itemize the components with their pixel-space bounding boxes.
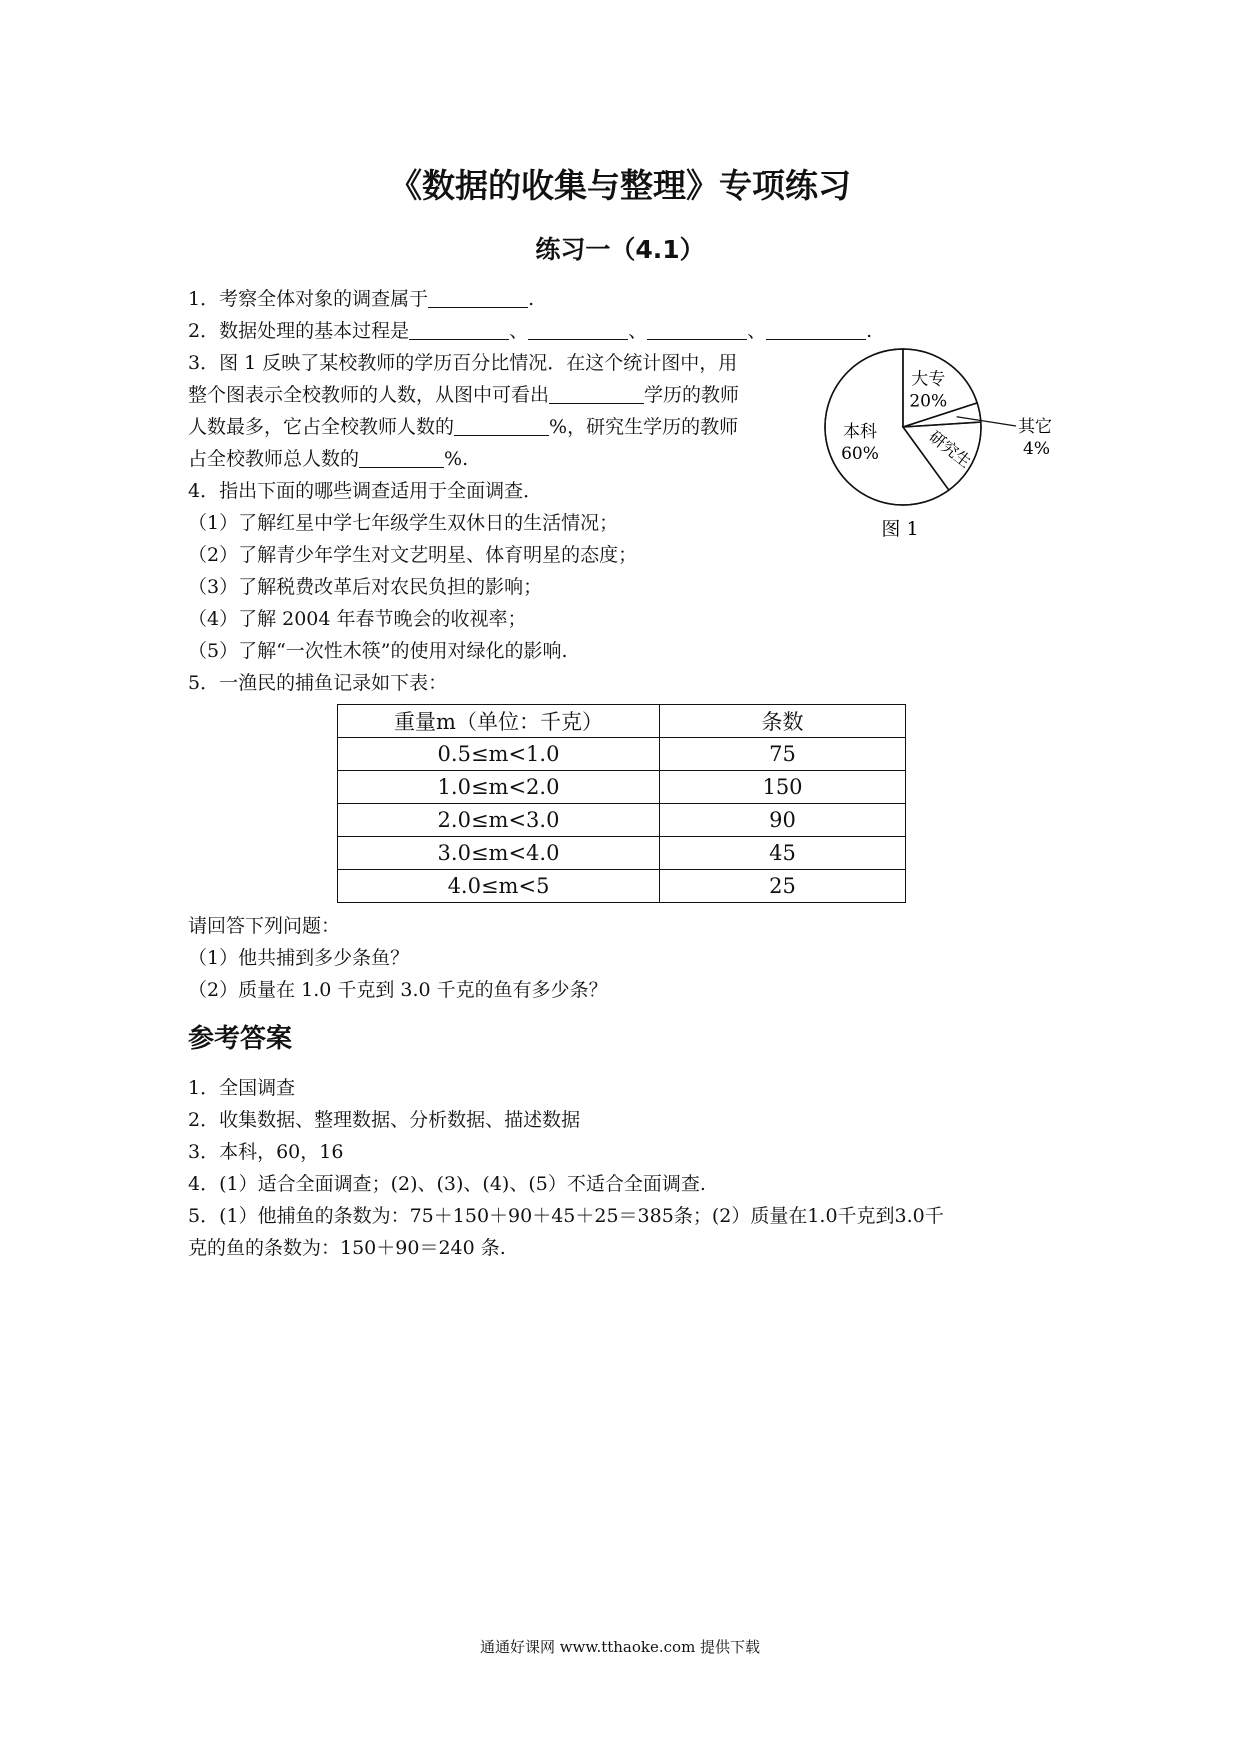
- pie-label-dazhuan: 大专: [911, 369, 946, 390]
- answer-line-3: 3．本科，60，16: [188, 1141, 344, 1163]
- answer-line-4: 4．(1）适合全面调查；(2)、(3)、(4)、(5）不适合全面调查.: [188, 1173, 706, 1195]
- pie-label-benke: 本科: [842, 421, 877, 442]
- question-4-item-2: （2）了解青少年学生对文艺明星、体育明星的态度；: [188, 544, 638, 566]
- answer-line-2: 2．收集数据、整理数据、分析数据、描述数据: [188, 1109, 581, 1131]
- question-3-line-3: 人数最多，它占全校教师人数的 %，研究生学历的教师: [188, 416, 739, 438]
- answer-line-5: 5．(1）他捕鱼的条数为：75＋150＋90＋45＋25＝385条；(2）质量在1.0千克到3.0千: [188, 1205, 944, 1227]
- question-4-item-1: （1）了解红星中学七年级学生双休日的生活情况；: [188, 512, 619, 534]
- table-row: [338, 837, 906, 870]
- table-cell-range: 0.5≤m<1.0: [338, 738, 660, 771]
- question-3-line-1: 3．图 1 反映了某校教师的学历百分比情况．在这个统计图中，用: [188, 352, 738, 374]
- pie-chart: [818, 340, 1078, 550]
- fish-catch-table: [337, 704, 906, 903]
- pie-value-benke: 60%: [841, 443, 879, 464]
- table-cell-count: 75: [660, 738, 906, 771]
- table-cell-count: 150: [660, 771, 906, 804]
- answer-blank: [528, 319, 628, 340]
- table-cell-count: 90: [660, 804, 906, 837]
- pie-label-yanjiusheng: 研究生: [925, 426, 975, 472]
- figure-caption: 图 1: [881, 518, 919, 540]
- answer-line-1: 1．全国调查: [188, 1077, 296, 1099]
- pie-value-qita: 4%: [1023, 439, 1050, 459]
- pie-leader-line: [957, 417, 1016, 426]
- question-3-line-4: 占全校教师总人数的 %.: [188, 448, 469, 470]
- table-header-count: 条数: [660, 705, 906, 738]
- table-header-row: [338, 705, 906, 738]
- answer-blank: [647, 319, 747, 340]
- page-footer: 通通好课网 www.tthaoke.com 提供下载: [479, 1638, 761, 1656]
- answer-blank: [428, 287, 528, 308]
- table-header-weight: 重量m（单位：千克）: [338, 705, 660, 738]
- figure-1: [818, 340, 1078, 550]
- answers-heading: 参考答案: [188, 1024, 293, 1054]
- answer-blank: [359, 447, 444, 468]
- table-cell-range: 1.0≤m<2.0: [338, 771, 660, 804]
- answer-blank: [549, 383, 644, 404]
- answer-blank: [454, 415, 549, 436]
- question-1: 1．考察全体对象的调查属于 .: [188, 288, 535, 310]
- table-row: [338, 771, 906, 804]
- table-cell-count: 25: [660, 870, 906, 903]
- pie-value-dazhuan: 20%: [909, 391, 948, 412]
- question-5-follow: 请回答下列问题：: [188, 915, 341, 937]
- question-4-stem: 4．指出下面的哪些调查适用于全面调查．: [188, 480, 543, 502]
- question-4-item-4: （4）了解 2004 年春节晚会的收视率；: [188, 608, 527, 630]
- table-row: [338, 804, 906, 837]
- question-5-stem: 5．一渔民的捕鱼记录如下表：: [188, 672, 448, 694]
- pie-label-qita: 其它: [1018, 417, 1052, 437]
- answer-blank: [766, 319, 866, 340]
- table-cell-range: 3.0≤m<4.0: [338, 837, 660, 870]
- table-cell-range: 4.0≤m<5: [338, 870, 660, 903]
- question-3-line-2: 整个图表示全校教师的人数，从图中可看出 学历的教师: [188, 384, 740, 406]
- question-4-item-3: （3）了解税费改革后对农民负担的影响；: [188, 576, 543, 598]
- table-row: [338, 738, 906, 771]
- exercise-subtitle: 练习一（4.1）: [535, 235, 705, 264]
- table-row: [338, 870, 906, 903]
- question-5-sub-1: （1）他共捕到多少条鱼？: [188, 947, 410, 969]
- question-5-sub-2: （2）质量在 1.0 千克到 3.0 千克的鱼有多少条？: [188, 979, 608, 1001]
- answer-line-6: 克的鱼的条数为：150＋90＝240 条.: [188, 1237, 506, 1259]
- table-cell-range: 2.0≤m<3.0: [338, 804, 660, 837]
- table-cell-count: 45: [660, 837, 906, 870]
- answer-blank: [409, 319, 509, 340]
- question-2: 2．数据处理的基本过程是 、 、 、 .: [188, 320, 873, 342]
- question-4-item-5: （5）了解“一次性木筷”的使用对绿化的影响.: [188, 640, 568, 662]
- document-title: 《数据的收集与整理》专项练习: [389, 166, 851, 205]
